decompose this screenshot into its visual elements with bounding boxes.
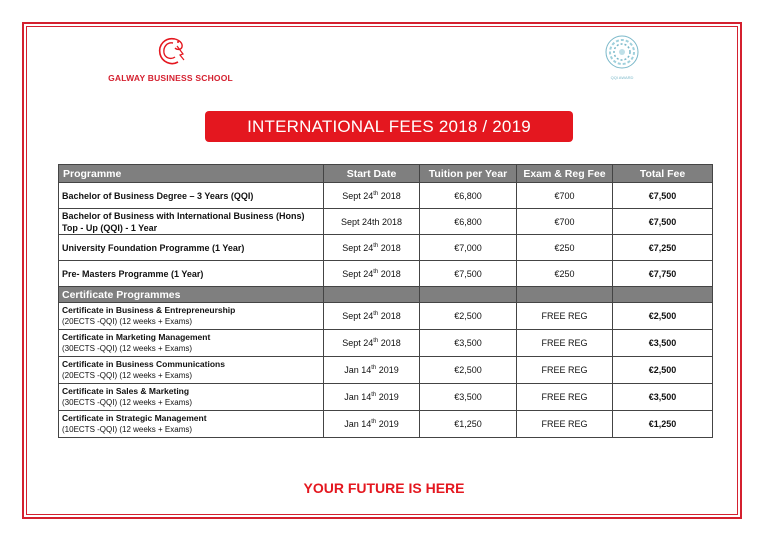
exam-fee: FREE REG (517, 330, 613, 357)
start-date: Jan 14th 2019 (324, 357, 420, 384)
section-header-row (59, 287, 713, 303)
programme-name: Pre- Masters Programme (1 Year) (59, 261, 324, 287)
total-fee: €2,500 (613, 357, 713, 384)
start-date: Sept 24th 2018 (324, 303, 420, 330)
total-fee: €7,250 (613, 235, 713, 261)
certificate-name: Certificate in Business & Entrepreneurship (20ECTS -QQI) (12 weeks + Exams) (59, 303, 324, 330)
exam-fee: FREE REG (517, 303, 613, 330)
start-date: Sept 24th 2018 (324, 330, 420, 357)
start-date: Sept 24th 2018 (324, 261, 420, 287)
exam-fee: €700 (517, 183, 613, 209)
certificate-name: Certificate in Business Communications (20ECTS -QQI) (12 weeks + Exams) (59, 357, 324, 384)
table-row (59, 411, 713, 438)
school-name: GALWAY BUSINESS SCHOOL (108, 73, 233, 83)
table-row (59, 330, 713, 357)
tuition-fee: €2,500 (420, 303, 517, 330)
total-fee: €1,250 (613, 411, 713, 438)
col-header-start-date: Start Date (324, 165, 420, 183)
tuition-fee: €3,500 (420, 384, 517, 411)
tuition-fee: €1,250 (420, 411, 517, 438)
total-fee: €7,500 (613, 209, 713, 235)
tuition-fee: €2,500 (420, 357, 517, 384)
award-label: QQI AWARD (610, 75, 634, 80)
qqi-award-icon (602, 32, 642, 72)
total-fee: €7,500 (613, 183, 713, 209)
programme-name: Bachelor of Business with International Business (Hons) Top - Up (QQI) - 1 Year (59, 209, 324, 235)
table-row (59, 261, 713, 287)
col-header-exam-fee: Exam & Reg Fee (517, 165, 613, 183)
table-header-row (59, 165, 713, 183)
col-header-tuition: Tuition per Year (420, 165, 517, 183)
start-date: Sept 24th 2018 (324, 183, 420, 209)
total-fee: €2,500 (613, 303, 713, 330)
tuition-fee: €3,500 (420, 330, 517, 357)
start-date: Jan 14th 2019 (324, 384, 420, 411)
start-date: Sept 24th 2018 (324, 235, 420, 261)
total-fee: €3,500 (613, 384, 713, 411)
section-label: Certificate Programmes (59, 287, 324, 303)
qqi-award-badge (597, 32, 647, 82)
exam-fee: FREE REG (517, 384, 613, 411)
exam-fee: FREE REG (517, 357, 613, 384)
certificate-name: Certificate in Strategic Management (10ECTS -QQI) (12 weeks + Exams) (59, 411, 324, 438)
total-fee: €3,500 (613, 330, 713, 357)
table-row (59, 209, 713, 235)
school-logo (108, 34, 233, 90)
start-date: Jan 14th 2019 (324, 411, 420, 438)
programme-name: University Foundation Programme (1 Year) (59, 235, 324, 261)
table-row (59, 183, 713, 209)
certificate-name: Certificate in Sales & Marketing (30ECTS -QQI) (12 weeks + Exams) (59, 384, 324, 411)
tuition-fee: €7,000 (420, 235, 517, 261)
gbs-swirl-logo-icon (153, 34, 189, 70)
exam-fee: €250 (517, 261, 613, 287)
table-row (59, 384, 713, 411)
tuition-fee: €6,800 (420, 183, 517, 209)
fees-table (58, 164, 713, 438)
total-fee: €7,750 (613, 261, 713, 287)
start-date: Sept 24th 2018 (324, 209, 420, 235)
exam-fee: €700 (517, 209, 613, 235)
footer-slogan: YOUR FUTURE IS HERE (303, 480, 465, 496)
col-header-programme: Programme (59, 165, 324, 183)
programme-name: Bachelor of Business Degree – 3 Years (QQI) (59, 183, 324, 209)
tuition-fee: €7,500 (420, 261, 517, 287)
table-row (59, 303, 713, 330)
tuition-fee: €6,800 (420, 209, 517, 235)
certificate-name: Certificate in Marketing Management (30ECTS -QQI) (12 weeks + Exams) (59, 330, 324, 357)
fees-banner-title: INTERNATIONAL FEES 2018 / 2019 (205, 111, 573, 142)
exam-fee: €250 (517, 235, 613, 261)
exam-fee: FREE REG (517, 411, 613, 438)
table-row (59, 235, 713, 261)
table-row (59, 357, 713, 384)
col-header-total-fee: Total Fee (613, 165, 713, 183)
